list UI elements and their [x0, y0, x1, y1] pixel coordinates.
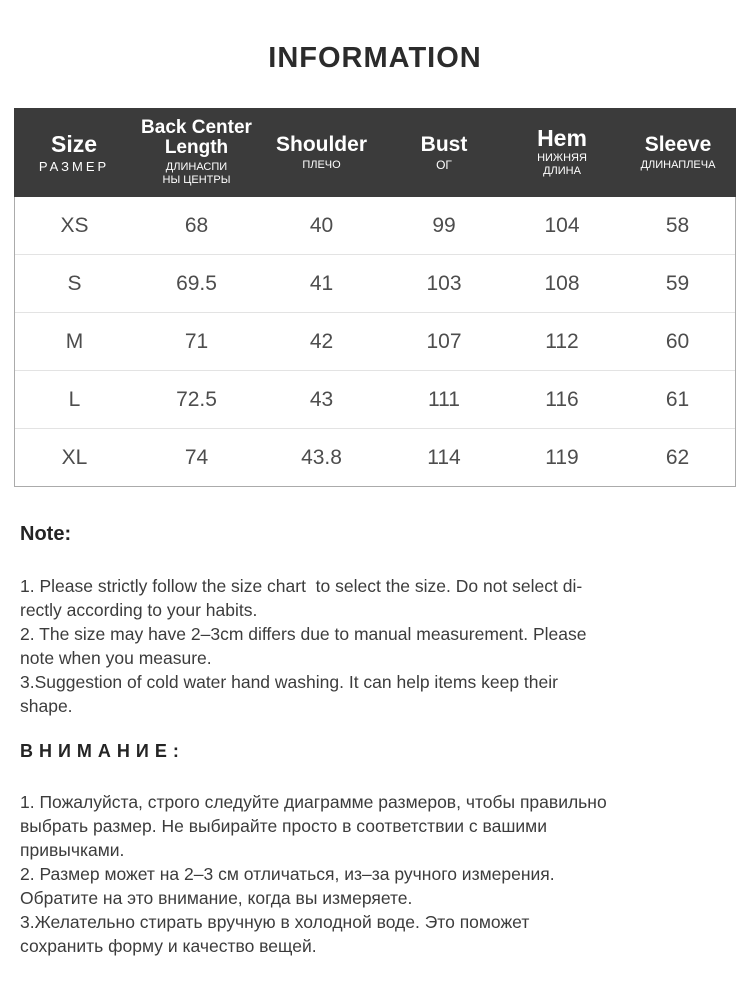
col-header-shoulder [259, 108, 384, 197]
cell-bust: 99 [432, 213, 456, 237]
size-table-header [14, 108, 736, 197]
size-table [14, 108, 736, 487]
cell-back-center-length: 74 [184, 445, 209, 469]
col-back-center-length-label [141, 118, 252, 158]
table-row-m [15, 313, 735, 371]
cell-hem: 119 [545, 445, 579, 469]
page-title: INFORMATION [268, 42, 482, 74]
col-back-center-length-sublabel-line2: НЫ ЦЕНТРЫ [162, 174, 231, 186]
cell-back-center-length: 69.5 [176, 271, 217, 295]
size-table-body [14, 197, 736, 487]
table-row-s [15, 255, 735, 313]
col-shoulder-label: Shoulder [275, 132, 367, 156]
col-hem-sublabel-line1: НИЖНЯЯ [537, 152, 587, 164]
cell-sleeve: 59 [665, 271, 690, 295]
note-section [20, 523, 730, 718]
cell-shoulder: 43.8 [301, 445, 342, 469]
cell-shoulder: 40 [309, 213, 334, 237]
cell-back-center-length: 68 [184, 213, 209, 237]
col-back-center-length-sublabel [163, 161, 231, 187]
cell-sleeve: 60 [665, 329, 690, 353]
col-back-center-length-label-line1: Back Center [141, 117, 252, 138]
cell-shoulder: 43 [309, 387, 334, 411]
cell-bust: 103 [426, 271, 462, 295]
attention-line: Обратите на это внимание, когда вы измеряете. [20, 888, 413, 908]
cell-sleeve: 58 [665, 213, 690, 237]
cell-bust: 114 [427, 445, 461, 469]
attention-line: привычками. [20, 840, 125, 860]
col-size-label: Size [50, 130, 98, 157]
attention-line: 3.Желательно стирать вручную в холодной воде. Это поможет [20, 912, 530, 932]
col-sleeve-sublabel: ДЛИНАПЛЕЧА [640, 158, 716, 171]
cell-sleeve: 62 [665, 445, 690, 469]
note-line: shape. [20, 696, 73, 716]
cell-size: L [68, 387, 81, 411]
note-line: 1. Please strictly follow the size chart to select the size. Do not select di- [20, 576, 583, 596]
col-hem-sublabel [537, 152, 587, 178]
table-row-l [15, 371, 735, 429]
table-row-xs [15, 197, 735, 255]
cell-bust: 111 [428, 387, 460, 411]
col-header-size [14, 108, 134, 197]
cell-hem: 104 [544, 213, 580, 237]
cell-hem: 108 [544, 271, 580, 295]
attention-section [20, 741, 730, 958]
cell-hem: 116 [545, 387, 579, 411]
cell-bust: 107 [426, 329, 462, 353]
table-row-xl [15, 429, 735, 486]
note-heading: Note: [20, 523, 72, 545]
cell-size: M [65, 329, 84, 353]
cell-size: S [67, 271, 82, 295]
col-header-sleeve [620, 108, 736, 197]
attention-text [20, 790, 730, 958]
attention-line: выбрать размер. Не выбирайте просто в соответствии с вашими [20, 816, 547, 836]
col-size-sublabel: РАЗМЕР [38, 158, 110, 174]
attention-heading: ВНИМАНИЕ: [20, 741, 185, 761]
cell-size: XL [61, 445, 88, 469]
note-line: 2. The size may have 2–3cm differs due to manual measurement. Please [20, 624, 587, 644]
col-header-bust [384, 108, 504, 197]
col-header-back-center-length [134, 108, 259, 197]
attention-line: сохранить форму и качество вещей. [20, 936, 317, 956]
col-shoulder-sublabel: ПЛЕЧО [302, 158, 341, 171]
cell-shoulder: 42 [309, 329, 334, 353]
cell-back-center-length: 72.5 [176, 387, 217, 411]
col-bust-label: Bust [420, 132, 468, 156]
col-back-center-length-sublabel-line1: ДЛИНАСПИ [165, 161, 228, 173]
cell-hem: 112 [545, 329, 579, 353]
col-sleeve-label: Sleeve [644, 132, 712, 156]
col-hem-label: Hem [537, 125, 587, 151]
col-back-center-length-label-line2: Length [164, 137, 229, 158]
attention-line: 1. Пожалуйста, строго следуйте диаграмме размеров, чтобы правильно [20, 792, 607, 812]
cell-back-center-length: 71 [184, 329, 209, 353]
note-line: rectly according to your habits. [20, 600, 258, 620]
cell-sleeve: 61 [665, 387, 690, 411]
cell-size: XS [60, 213, 89, 237]
attention-line: 2. Размер может на 2–3 см отличаться, из–за ручного измерения. [20, 864, 555, 884]
cell-shoulder: 41 [309, 271, 334, 295]
col-header-hem [504, 108, 620, 197]
note-line: note when you measure. [20, 648, 212, 668]
col-hem-sublabel-line2: ДЛИНА [543, 165, 581, 177]
note-text [20, 574, 730, 718]
note-line: 3.Suggestion of cold water hand washing. It can help items keep their [20, 672, 558, 692]
col-bust-sublabel: ОГ [436, 157, 452, 172]
